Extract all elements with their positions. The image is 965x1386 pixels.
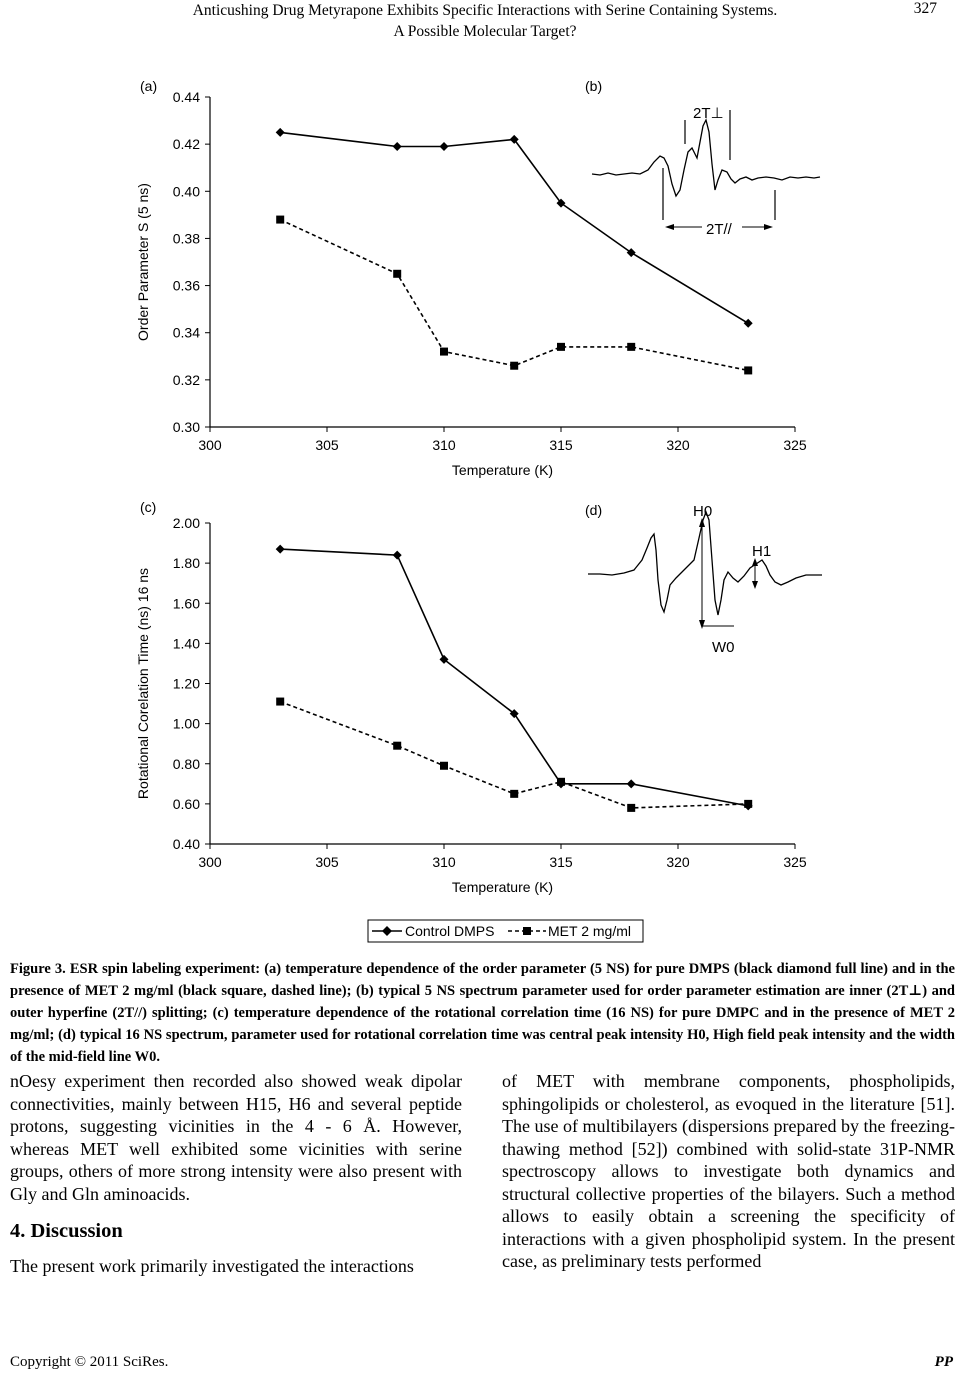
x-tick-label: 320 [666,437,690,453]
x-axis-label: Temperature (K) [451,879,554,895]
data-point-square [440,348,448,356]
series-line-met [280,220,748,371]
chart-rotational-correlation [135,515,807,895]
y-axis-label: Rotational Corelation Time (ns) 16 ns [135,567,151,800]
body-paragraph: nOesy experiment then recorded also showed weak dipolar connectivities, mainly between H15, H6 and several peptide protons, suggesting vicinities in the 4 - 6 Å. However, whereas MET well exhibited some vicinities with serine groups, others of more strong intensity were also present with Gly and Gln aminoacids. [10,1071,462,1204]
data-point-square [627,343,635,351]
figure-3 [0,60,965,950]
series-line-control [280,132,748,323]
body-paragraph: The present work primarily investigated the interactions [10,1255,414,1276]
panel-label-b: (b) [585,78,603,94]
figure-caption: Figure 3. ESR spin labeling experiment: (a) temperature dependence of the order parameter (5 NS) for pure DMPS (black diamond full line) and in the presence of MET 2 mg/ml (black square, dashed line); (b) typical 5 NS spectrum parameter used for order parameter estimation are inner (2T⊥) and outer hyperfine (2T//) splitting; (c) temperature dependence of the rotational correlation time (16 NS) for pure DMPC and in the presence of MET 2 mg/ml; (d) typical 16 NS spectrum, parameter used for rotational correlation time was central peak intensity H0, High field peak intensity and the width of the mid-field line W0. [10,961,955,1065]
y-tick-label: 0.30 [172,419,200,435]
x-tick-label: 325 [783,854,807,870]
h1-label: H1 [752,543,772,560]
header-title-line1: Anticushing Drug Metyrapone Exhibits Specific Interactions with Serine Containing Systems. [192,2,778,19]
y-tick-label: 0.34 [172,324,200,341]
data-point-square [627,804,635,812]
y-tick-label: 0.40 [172,836,200,852]
x-axis-label: Temperature (K) [451,462,554,478]
x-tick-label: 305 [315,854,339,870]
data-point-square [440,762,448,770]
legend-label-control: Control DMPS [405,923,495,939]
arrowhead [699,620,705,629]
spectrum-b [592,105,820,238]
w0-label: W0 [712,639,735,656]
y-tick-label: 0.38 [172,230,200,247]
footer-copyright: Copyright © 2011 SciRes. [10,1354,169,1370]
arrowhead [764,224,773,230]
data-point-diamond [627,779,636,788]
y-tick-label: 1.80 [172,555,200,572]
chart-legend [368,920,643,942]
x-tick-label: 300 [198,854,222,870]
x-tick-label: 300 [198,437,222,453]
data-point-square [557,778,565,786]
data-point-diamond [393,551,402,560]
y-tick-label: 0.36 [172,277,200,294]
header-title-line2: A Possible Molecular Target? [393,23,577,40]
x-tick-label: 310 [432,437,456,453]
legend-square-marker [523,927,531,935]
running-header [100,0,870,42]
inner-splitting-label: 2T⊥ [693,105,724,122]
series-line-control [280,549,748,806]
spectrum-d-trace [588,512,822,615]
arrowhead [752,581,758,589]
data-point-square [276,216,284,224]
body-paragraph: of MET with membrane components, phospholipids, sphingolipids or cholesterol, as evoqued in the literature [51]. The use of multibilayers (dispersions prepared by the freezing-thawing method [52]) combined with solid-state 31P-NMR spectroscopy allows to investigate both dynamics and structural collective properties of the bilayers. Such a method allows to easily obtain a screening the specificity of interactions with a given phospholipid system. In the present case, as preliminary tests performed [502,1071,955,1271]
x-tick-label: 320 [666,854,690,870]
data-point-diamond [393,142,402,151]
y-tick-label: 0.40 [172,183,200,200]
y-tick-label: 1.00 [172,715,200,732]
y-tick-label: 1.20 [172,675,200,692]
data-point-square [510,362,518,370]
data-point-diamond [440,142,449,151]
data-point-square [393,742,401,750]
outer-splitting-label: 2T// [706,221,732,238]
data-point-square [393,270,401,278]
section-heading: 4. Discussion [10,1220,123,1242]
x-tick-label: 315 [549,437,573,453]
data-point-diamond [744,319,753,328]
y-axis-label: Order Parameter S (5 ns) [135,183,151,341]
x-tick-label: 310 [432,854,456,870]
footer-journal: PP [934,1354,953,1370]
y-tick-label: 1.40 [172,635,200,652]
y-tick-label: 0.60 [172,795,200,812]
data-point-square [557,343,565,351]
x-tick-label: 325 [783,437,807,453]
right-column [502,1070,955,1273]
y-tick-label: 0.44 [172,89,200,105]
data-point-square [744,366,752,374]
chart-order-parameter [135,89,807,478]
x-tick-label: 315 [549,854,573,870]
y-tick-label: 0.32 [172,371,200,388]
spectrum-d [588,503,822,656]
y-tick-label: 0.42 [172,136,200,153]
data-point-square [276,698,284,706]
panel-label-d: (d) [585,502,603,518]
data-point-diamond [276,545,285,554]
page-number: 327 [913,0,937,17]
y-tick-label: 2.00 [172,515,200,531]
data-point-square [510,790,518,798]
y-tick-label: 1.60 [172,595,200,612]
left-column [10,1070,462,1277]
panel-label-c: (c) [140,499,157,515]
y-tick-label: 0.80 [172,755,200,772]
x-tick-label: 305 [315,437,339,453]
panel-label-a: (a) [140,78,158,94]
spectrum-b-trace [592,120,820,196]
h0-label: H0 [693,503,713,520]
data-point-diamond [276,128,285,137]
legend-label-met: MET 2 mg/ml [548,923,631,939]
arrowhead [665,224,674,230]
data-point-square [744,800,752,808]
